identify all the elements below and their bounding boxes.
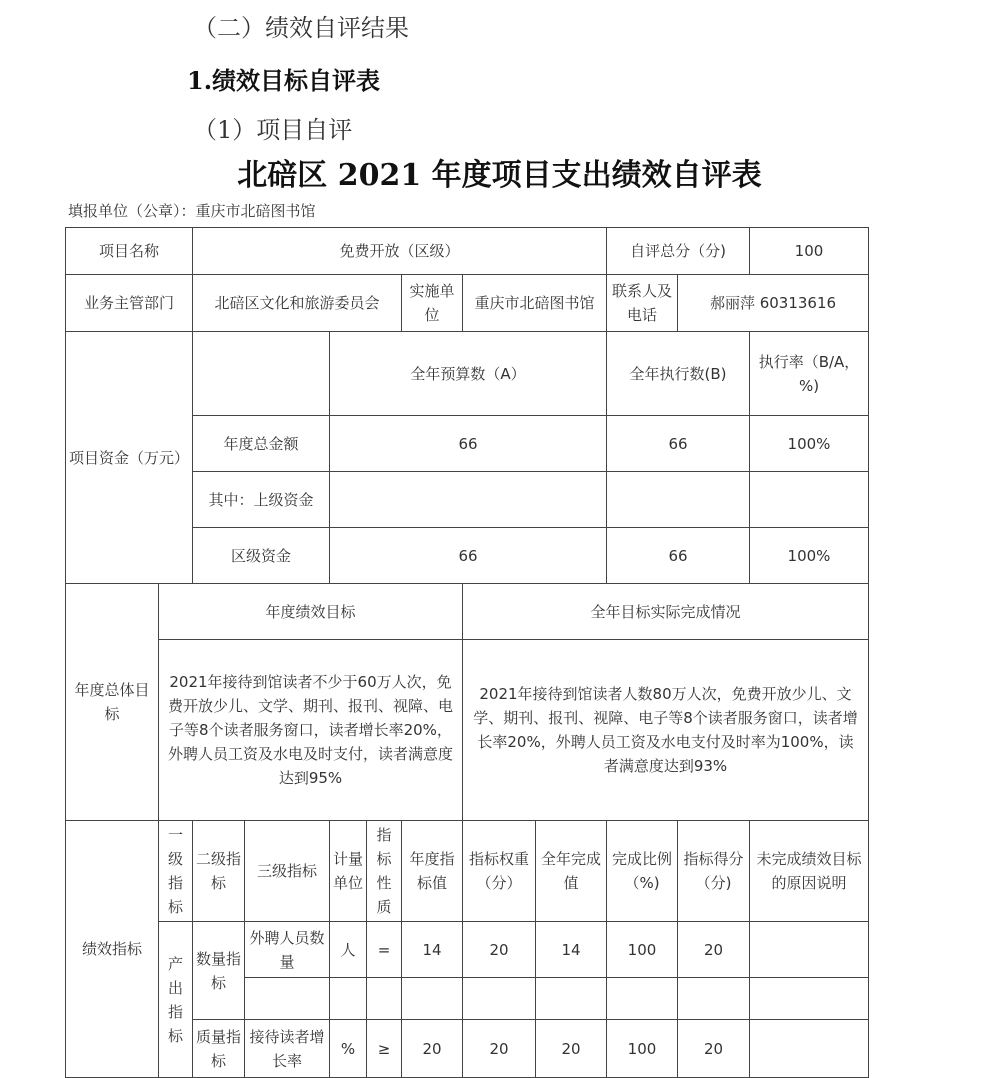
indicator-nature: ≥: [367, 1020, 402, 1078]
self-score-value: 100: [750, 228, 869, 275]
impl-value: 重庆市北碚图书馆: [463, 275, 607, 332]
goals-label: 年度总体目标: [66, 584, 159, 821]
funds-executed: 66: [607, 528, 750, 584]
indicator-score: 20: [678, 922, 750, 978]
evaluation-table: [65, 227, 869, 1078]
funds-budget: 66: [330, 528, 607, 584]
col-weight: 指标权重（分）: [463, 821, 536, 922]
funds-label: 项目资金（万元）: [66, 332, 193, 584]
indicator-score: [678, 978, 750, 1020]
form-title: 北碚区 2021 年度项目支出绩效自评表: [237, 158, 762, 193]
funds-budget: 66: [330, 416, 607, 472]
col-level2: 二级指标: [193, 821, 245, 922]
target-header: 年度绩效目标: [159, 584, 463, 640]
col-nature: 指标性质: [367, 821, 402, 922]
indicator-actual: 14: [536, 922, 607, 978]
project-name-label: 项目名称: [66, 228, 193, 275]
col-actual: 全年完成值: [536, 821, 607, 922]
section-heading: （二）绩效自评结果: [193, 14, 409, 42]
project-name-row: [66, 228, 869, 275]
project-name-value: 免费开放（区级）: [193, 228, 607, 275]
indicator-weight: 20: [463, 922, 536, 978]
indicator-unit: [330, 978, 367, 1020]
budget-header: 全年预算数（A）: [330, 332, 607, 416]
indicator-score: 20: [678, 1020, 750, 1078]
col-level3: 三级指标: [245, 821, 330, 922]
indicator-target: 20: [402, 1020, 463, 1078]
target-text: 2021年接待到馆读者不少于60万人次，免费开放少儿、文学、期刊、报刊、视障、电子等8个读者服务窗口，读者增长率20%，外聘人员工资及水电及时支付，读者满意度达到95%: [159, 640, 463, 821]
actual-header: 全年目标实际完成情况: [463, 584, 869, 640]
funds-rate: 100%: [750, 528, 869, 584]
indicator-name: 接待读者增长率: [245, 1020, 330, 1078]
goals-header-row: [66, 584, 869, 640]
funds-corner: [193, 332, 330, 416]
funds-rate: 100%: [750, 416, 869, 472]
self-score-label: 自评总分（分): [607, 228, 750, 275]
funds-rate: [750, 472, 869, 528]
col-target: 年度指标值: [402, 821, 463, 922]
level2-cell: 质量指标: [193, 1020, 245, 1078]
executed-header: 全年执行数(B): [607, 332, 750, 416]
indicator-unit: %: [330, 1020, 367, 1078]
indicator-header-row: [66, 821, 869, 922]
indicator-weight: [463, 978, 536, 1020]
col-reason: 未完成绩效目标的原因说明: [750, 821, 869, 922]
actual-text: 2021年接待到馆读者人数80万人次，免费开放少儿、文学、期刊、报刊、视障、电子等8个读者服务窗口，读者增长率20%，外聘人员工资及水电支付及时率为100%，读者满意度达到93%: [463, 640, 869, 821]
contact-label: 联系人及电话: [607, 275, 678, 332]
dept-label: 业务主管部门: [66, 275, 193, 332]
subsection-heading: 1.绩效目标自评表: [187, 66, 381, 95]
col-level1: 一级指标: [159, 821, 193, 922]
col-score: 指标得分（分): [678, 821, 750, 922]
indicator-unit: 人: [330, 922, 367, 978]
dept-value: 北碚区文化和旅游委员会: [193, 275, 402, 332]
indicator-row: [66, 922, 869, 978]
funds-row-label: 其中：上级资金: [193, 472, 330, 528]
indicator-nature: [367, 978, 402, 1020]
subsubsection-heading: （1）项目自评: [193, 116, 353, 144]
indicator-name: [245, 978, 330, 1020]
indicator-ratio: 100: [607, 1020, 678, 1078]
indicator-actual: 20: [536, 1020, 607, 1078]
impl-label: 实施单位: [402, 275, 463, 332]
indicator-reason: [750, 978, 869, 1020]
funds-executed: 66: [607, 416, 750, 472]
level1-cell: 产出指标: [159, 922, 193, 1078]
indicators-label: 绩效指标: [66, 821, 159, 1078]
department-row: [66, 275, 869, 332]
indicator-actual: [536, 978, 607, 1020]
indicator-name: 外聘人员数量: [245, 922, 330, 978]
indicator-target: [402, 978, 463, 1020]
funds-row-label: 年度总金额: [193, 416, 330, 472]
goals-text-row: [66, 640, 869, 821]
rate-header: 执行率（B/A，%): [750, 332, 869, 416]
indicator-ratio: 100: [607, 922, 678, 978]
funds-row-label: 区级资金: [193, 528, 330, 584]
indicator-reason: [750, 1020, 869, 1078]
indicator-reason: [750, 922, 869, 978]
col-ratio: 完成比例（%): [607, 821, 678, 922]
col-unit: 计量单位: [330, 821, 367, 922]
indicator-target: 14: [402, 922, 463, 978]
level2-cell: 数量指标: [193, 922, 245, 1020]
funds-budget: [330, 472, 607, 528]
contact-value: 郝丽萍 60313616: [678, 275, 869, 332]
indicator-nature: =: [367, 922, 402, 978]
indicator-weight: 20: [463, 1020, 536, 1078]
indicator-ratio: [607, 978, 678, 1020]
funds-executed: [607, 472, 750, 528]
fill-unit-line: 填报单位（公章）：重庆市北碚图书馆: [68, 202, 316, 220]
funds-header-row: [66, 332, 869, 416]
